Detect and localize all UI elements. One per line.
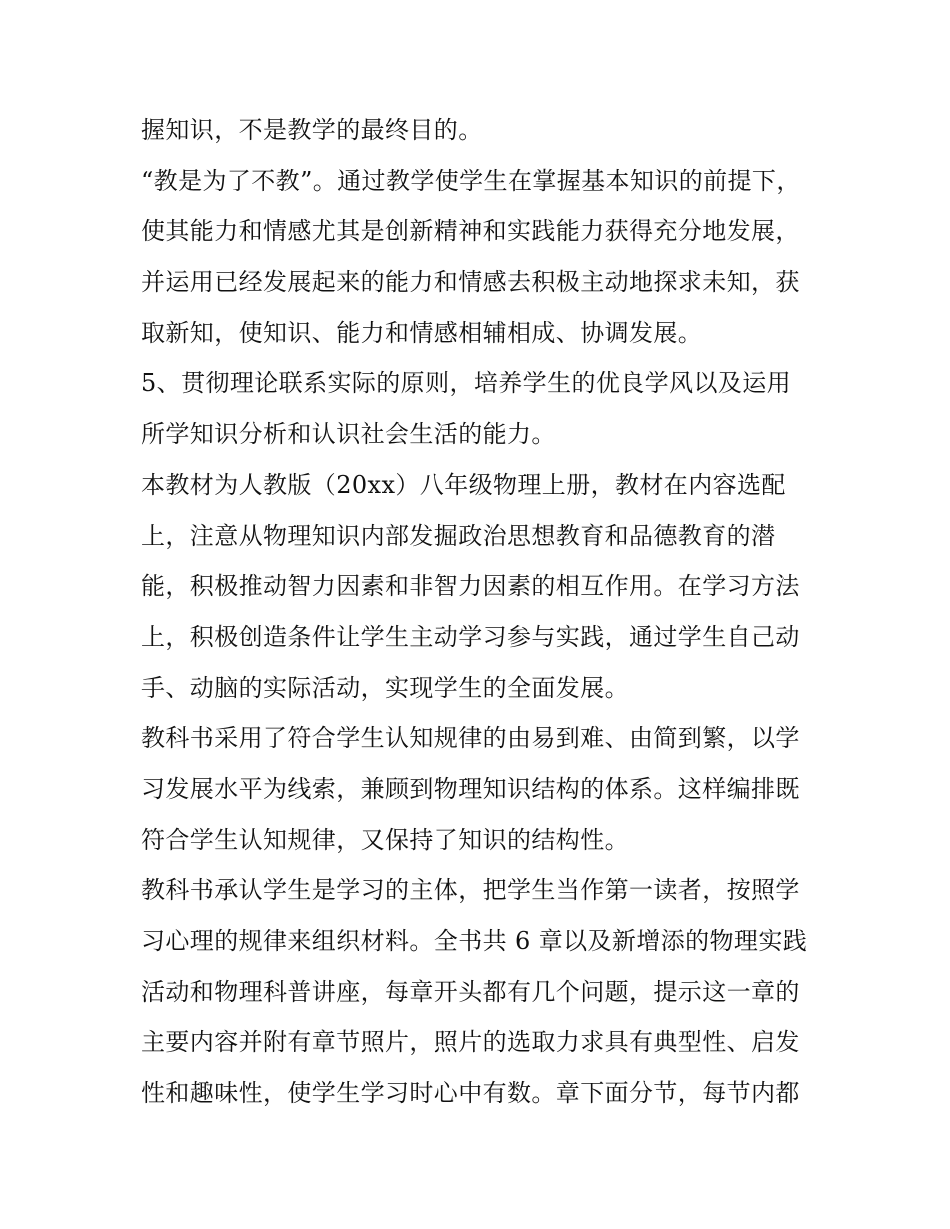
text-line: 教科书采用了符合学生认知规律的由易到难、由简到繁，以学 [141, 724, 800, 753]
text-line: 主要内容并附有章节照片，照片的选取力求具有典型性、启发 [141, 1028, 800, 1057]
text-line: 能，积极推动智力因素和非智力因素的相互作用。在学习方法 [141, 572, 800, 601]
text-line: 本教材为人教版（20xx）八年级物理上册，教材在内容选配 [141, 470, 786, 499]
text-line: 活动和物理科普讲座，每章开头都有几个问题，提示这一章的 [141, 977, 800, 1006]
text-line: 性和趣味性，使学生学习时心中有数。章下面分节，每节内都 [141, 1079, 800, 1108]
text-line: 并运用已经发展起来的能力和情感去积极主动地探求未知，获 [141, 268, 800, 297]
text-line: 所学知识分析和认识社会生活的能力。 [141, 420, 556, 449]
text-line: 习发展水平为线索，兼顾到物理知识结构的体系。这样编排既 [141, 774, 800, 803]
text-line: 符合学生认知规律，又保持了知识的结构性。 [141, 825, 629, 854]
document-body [141, 105, 821, 1119]
text-line: 取新知，使知识、能力和情感相辅相成、协调发展。 [141, 318, 703, 347]
text-line: “教是为了不教”。通过教学使学生在掌握基本知识的前提下， [141, 166, 801, 195]
text-line: 握知识，不是教学的最终目的。 [141, 116, 483, 144]
text-line: 教科书承认学生是学习的主体，把学生当作第一读者，按照学 [141, 876, 800, 905]
text-line: 习心理的规律来组织材料。全书共 6 章以及新增添的物理实践 [141, 927, 808, 955]
text-line: 上，积极创造条件让学生主动学习参与实践，通过学生自己动 [141, 622, 800, 651]
text-line: 5、贯彻理论联系实际的原则，培养学生的优良学风以及运用 [141, 369, 792, 398]
text-line: 手、动脑的实际活动，实现学生的全面发展。 [141, 673, 629, 702]
text-line: 使其能力和情感尤其是创新精神和实践能力获得充分地发展， [141, 217, 800, 246]
text-line: 上，注意从物理知识内部发掘政治思想教育和品德教育的潜 [141, 521, 776, 550]
